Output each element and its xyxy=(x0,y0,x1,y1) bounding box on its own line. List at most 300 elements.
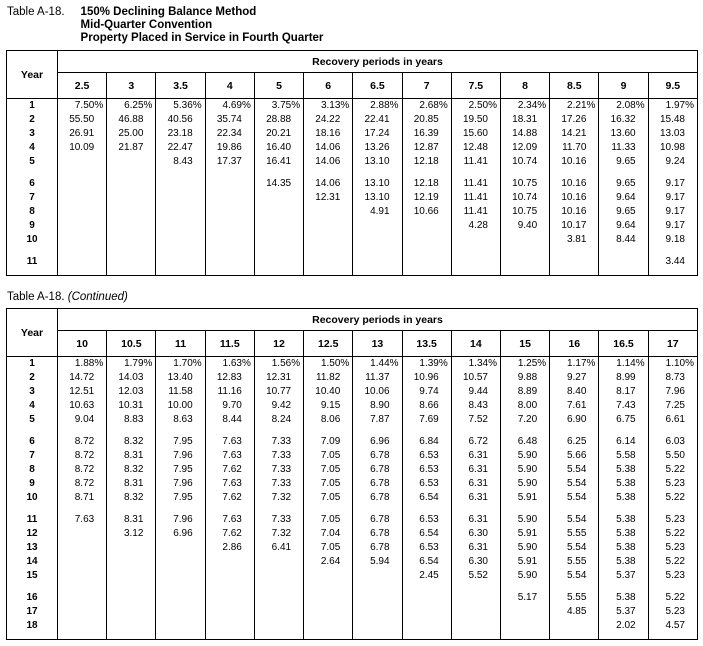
value-cell: 10.74 xyxy=(500,191,549,205)
spacer-cell xyxy=(599,505,648,513)
value-cell: 6.75 xyxy=(599,413,648,427)
depreciation-table-2 xyxy=(6,308,698,640)
value-cell: 12.31 xyxy=(254,371,303,385)
spacer-cell xyxy=(550,169,599,177)
value-cell xyxy=(156,205,205,219)
value-cell: 12.83 xyxy=(205,371,254,385)
table-row xyxy=(7,477,698,491)
value-cell: 1.50% xyxy=(304,357,353,372)
value-cell xyxy=(107,233,156,247)
spacer-cell xyxy=(402,169,451,177)
spacer-cell xyxy=(648,583,697,591)
value-cell: 9.17 xyxy=(648,191,697,205)
spacer-cell xyxy=(7,427,58,435)
value-cell: 7.96 xyxy=(156,477,205,491)
value-cell: 7.63 xyxy=(205,477,254,491)
value-cell: 6.53 xyxy=(402,477,451,491)
value-cell: 13.60 xyxy=(599,127,648,141)
value-cell: 7.05 xyxy=(304,477,353,491)
value-cell: 9.17 xyxy=(648,219,697,233)
value-cell: 5.36% xyxy=(156,99,205,114)
value-cell xyxy=(402,255,451,269)
value-cell: 7.63 xyxy=(205,449,254,463)
value-cell: 5.91 xyxy=(500,555,549,569)
value-cell: 8.32 xyxy=(107,463,156,477)
spacer-cell xyxy=(107,633,156,640)
year-cell: 1 xyxy=(7,357,58,372)
value-cell: 10.98 xyxy=(648,141,697,155)
value-cell: 17.24 xyxy=(353,127,402,141)
value-cell: 5.22 xyxy=(648,463,697,477)
table-header xyxy=(7,309,698,357)
value-cell: 6.03 xyxy=(648,435,697,449)
value-cell xyxy=(107,619,156,633)
value-cell: 5.90 xyxy=(500,463,549,477)
header-row-periods xyxy=(7,73,698,99)
value-cell: 10.75 xyxy=(500,177,549,191)
header-row-periods xyxy=(7,331,698,357)
spacer-cell xyxy=(550,269,599,276)
period-column-header: 3.5 xyxy=(156,73,205,99)
value-cell: 5.94 xyxy=(353,555,402,569)
value-cell xyxy=(156,619,205,633)
value-cell: 13.40 xyxy=(156,371,205,385)
value-cell: 5.54 xyxy=(550,477,599,491)
value-cell xyxy=(304,619,353,633)
spacer-cell xyxy=(156,169,205,177)
value-cell: 6.30 xyxy=(451,527,500,541)
value-cell: 8.71 xyxy=(58,491,107,505)
value-cell: 6.53 xyxy=(402,463,451,477)
value-cell: 8.31 xyxy=(107,449,156,463)
value-cell: 8.66 xyxy=(402,399,451,413)
value-cell: 6.90 xyxy=(550,413,599,427)
value-cell xyxy=(353,569,402,583)
value-cell: 12.03 xyxy=(107,385,156,399)
value-cell: 10.16 xyxy=(550,155,599,169)
table-body xyxy=(7,99,698,276)
value-cell xyxy=(205,569,254,583)
value-cell: 5.54 xyxy=(550,491,599,505)
period-column-header: 17 xyxy=(648,331,697,357)
period-column-header: 7 xyxy=(402,73,451,99)
spacer-cell xyxy=(107,505,156,513)
value-cell: 16.41 xyxy=(254,155,303,169)
value-cell xyxy=(254,569,303,583)
period-column-header: 6 xyxy=(304,73,353,99)
value-cell: 9.65 xyxy=(599,205,648,219)
spacer-cell xyxy=(451,427,500,435)
value-cell: 5.23 xyxy=(648,477,697,491)
value-cell: 22.34 xyxy=(205,127,254,141)
value-cell xyxy=(254,255,303,269)
value-cell xyxy=(107,591,156,605)
year-cell: 5 xyxy=(7,155,58,169)
value-cell xyxy=(107,205,156,219)
value-cell xyxy=(156,255,205,269)
table-row xyxy=(7,205,698,219)
period-column-header: 10 xyxy=(58,331,107,357)
value-cell: 9.27 xyxy=(550,371,599,385)
value-cell: 1.79% xyxy=(107,357,156,372)
value-cell: 11.41 xyxy=(451,205,500,219)
spacer-cell xyxy=(304,169,353,177)
value-cell xyxy=(205,177,254,191)
value-cell: 55.50 xyxy=(58,113,107,127)
spacer-cell xyxy=(353,269,402,276)
value-cell: 7.33 xyxy=(254,477,303,491)
value-cell: 20.85 xyxy=(402,113,451,127)
value-cell: 5.55 xyxy=(550,527,599,541)
value-cell: 7.05 xyxy=(304,449,353,463)
value-cell: 9.88 xyxy=(500,371,549,385)
value-cell: 6.78 xyxy=(353,527,402,541)
spacer-cell xyxy=(353,633,402,640)
value-cell xyxy=(205,605,254,619)
value-cell: 11.58 xyxy=(156,385,205,399)
spacer-cell xyxy=(205,505,254,513)
value-cell xyxy=(451,605,500,619)
year-cell: 13 xyxy=(7,541,58,555)
spacer-cell xyxy=(451,583,500,591)
value-cell: 2.88% xyxy=(353,99,402,114)
value-cell: 8.63 xyxy=(156,413,205,427)
table-a18-part1 xyxy=(6,6,698,276)
value-cell: 17.37 xyxy=(205,155,254,169)
value-cell: 7.69 xyxy=(402,413,451,427)
spacer-cell xyxy=(58,247,107,255)
value-cell: 19.86 xyxy=(205,141,254,155)
value-cell: 25.00 xyxy=(107,127,156,141)
value-cell: 10.16 xyxy=(550,205,599,219)
value-cell xyxy=(156,219,205,233)
value-cell: 13.03 xyxy=(648,127,697,141)
value-cell: 5.90 xyxy=(500,449,549,463)
spacer-cell xyxy=(304,583,353,591)
year-cell: 4 xyxy=(7,399,58,413)
year-cell: 12 xyxy=(7,527,58,541)
value-cell: 3.12 xyxy=(107,527,156,541)
value-cell xyxy=(156,591,205,605)
value-cell: 9.18 xyxy=(648,233,697,247)
table-2-label-text: Table A-18. xyxy=(7,291,65,303)
year-cell: 16 xyxy=(7,591,58,605)
spacer-cell xyxy=(500,169,549,177)
table-row xyxy=(7,527,698,541)
value-cell: 5.91 xyxy=(500,491,549,505)
value-cell: 6.53 xyxy=(402,449,451,463)
value-cell: 8.72 xyxy=(58,435,107,449)
spacer-cell xyxy=(254,505,303,513)
value-cell: 24.22 xyxy=(304,113,353,127)
value-cell: 1.88% xyxy=(58,357,107,372)
value-cell: 6.61 xyxy=(648,413,697,427)
spacer-cell xyxy=(304,427,353,435)
value-cell: 7.62 xyxy=(205,491,254,505)
spacer-cell xyxy=(451,247,500,255)
table-row xyxy=(7,605,698,619)
value-cell: 6.25% xyxy=(107,99,156,114)
value-cell: 9.15 xyxy=(304,399,353,413)
table-2-title-block xyxy=(7,291,698,304)
value-cell: 26.91 xyxy=(58,127,107,141)
spacer-cell xyxy=(107,269,156,276)
value-cell xyxy=(58,541,107,555)
value-cell: 7.25 xyxy=(648,399,697,413)
value-cell: 14.88 xyxy=(500,127,549,141)
table-a18-part2-continued xyxy=(6,291,698,640)
value-cell: 14.06 xyxy=(304,141,353,155)
value-cell: 1.56% xyxy=(254,357,303,372)
value-cell xyxy=(156,555,205,569)
value-cell: 7.04 xyxy=(304,527,353,541)
value-cell xyxy=(205,555,254,569)
year-cell: 3 xyxy=(7,385,58,399)
value-cell: 2.34% xyxy=(500,99,549,114)
value-cell xyxy=(156,191,205,205)
value-cell: 8.73 xyxy=(648,371,697,385)
header-row-group xyxy=(7,51,698,73)
table-row xyxy=(7,413,698,427)
year-cell: 8 xyxy=(7,463,58,477)
value-cell xyxy=(500,233,549,247)
value-cell: 10.77 xyxy=(254,385,303,399)
value-cell: 7.33 xyxy=(254,449,303,463)
value-cell: 8.31 xyxy=(107,477,156,491)
spacer-cell xyxy=(58,633,107,640)
value-cell: 6.78 xyxy=(353,491,402,505)
spacer-cell xyxy=(254,427,303,435)
value-cell: 7.20 xyxy=(500,413,549,427)
value-cell: 8.43 xyxy=(451,399,500,413)
value-cell xyxy=(58,555,107,569)
value-cell xyxy=(107,569,156,583)
spacer-cell xyxy=(550,583,599,591)
value-cell: 3.44 xyxy=(648,255,697,269)
value-cell xyxy=(402,605,451,619)
period-column-header: 11 xyxy=(156,331,205,357)
table-1-title-line-3: Property Placed in Service in Fourth Quarter xyxy=(80,32,324,44)
value-cell: 6.48 xyxy=(500,435,549,449)
spacer-cell xyxy=(500,427,549,435)
year-cell: 7 xyxy=(7,449,58,463)
value-cell: 6.31 xyxy=(451,541,500,555)
value-cell xyxy=(107,191,156,205)
period-column-header: 14 xyxy=(451,331,500,357)
value-cell: 7.95 xyxy=(156,435,205,449)
value-cell: 9.04 xyxy=(58,413,107,427)
value-cell: 35.74 xyxy=(205,113,254,127)
spacer-cell xyxy=(304,269,353,276)
value-cell: 9.64 xyxy=(599,219,648,233)
value-cell: 8.00 xyxy=(500,399,549,413)
period-column-header: 8.5 xyxy=(550,73,599,99)
spacer-cell xyxy=(156,247,205,255)
value-cell: 11.82 xyxy=(304,371,353,385)
value-cell: 46.88 xyxy=(107,113,156,127)
value-cell: 5.23 xyxy=(648,605,697,619)
value-cell: 8.72 xyxy=(58,463,107,477)
value-cell: 7.33 xyxy=(254,435,303,449)
spacer-cell xyxy=(599,583,648,591)
value-cell xyxy=(58,233,107,247)
value-cell: 6.25 xyxy=(550,435,599,449)
spacer-cell xyxy=(550,427,599,435)
value-cell xyxy=(254,591,303,605)
year-column-header: Year xyxy=(7,309,58,357)
value-cell xyxy=(107,219,156,233)
table-row xyxy=(7,191,698,205)
value-cell: 10.74 xyxy=(500,155,549,169)
value-cell xyxy=(58,527,107,541)
spacer-cell xyxy=(107,583,156,591)
table-2-label xyxy=(7,291,128,304)
value-cell: 5.90 xyxy=(500,513,549,527)
value-cell: 7.95 xyxy=(156,491,205,505)
value-cell: 8.72 xyxy=(58,477,107,491)
table-row xyxy=(7,177,698,191)
value-cell: 7.62 xyxy=(205,527,254,541)
value-cell: 7.63 xyxy=(205,435,254,449)
value-cell xyxy=(156,233,205,247)
value-cell: 12.19 xyxy=(402,191,451,205)
year-cell: 8 xyxy=(7,205,58,219)
spacer-cell xyxy=(353,247,402,255)
value-cell: 5.90 xyxy=(500,541,549,555)
spacer-cell xyxy=(304,505,353,513)
value-cell: 7.33 xyxy=(254,463,303,477)
value-cell: 4.91 xyxy=(353,205,402,219)
value-cell: 7.43 xyxy=(599,399,648,413)
spacer-cell xyxy=(304,247,353,255)
spacer-cell xyxy=(7,269,58,276)
value-cell: 5.23 xyxy=(648,541,697,555)
value-cell: 10.75 xyxy=(500,205,549,219)
value-cell: 8.72 xyxy=(58,449,107,463)
value-cell: 9.64 xyxy=(599,191,648,205)
table-1-label: Table A-18. xyxy=(7,6,65,18)
value-cell xyxy=(58,605,107,619)
spacer-cell xyxy=(648,247,697,255)
spacer-row xyxy=(7,583,698,591)
value-cell: 10.96 xyxy=(402,371,451,385)
value-cell: 1.97% xyxy=(648,99,697,114)
value-cell: 2.86 xyxy=(205,541,254,555)
value-cell: 2.45 xyxy=(402,569,451,583)
spacer-cell xyxy=(402,247,451,255)
value-cell: 12.31 xyxy=(304,191,353,205)
spacer-cell xyxy=(205,247,254,255)
value-cell: 7.05 xyxy=(304,541,353,555)
table-row xyxy=(7,233,698,247)
value-cell xyxy=(254,233,303,247)
value-cell: 15.60 xyxy=(451,127,500,141)
table-row xyxy=(7,569,698,583)
value-cell xyxy=(107,555,156,569)
spacer-row xyxy=(7,633,698,640)
value-cell xyxy=(353,219,402,233)
spacer-cell xyxy=(107,169,156,177)
spacer-cell xyxy=(254,247,303,255)
spacer-cell xyxy=(550,505,599,513)
value-cell: 11.16 xyxy=(205,385,254,399)
value-cell: 5.54 xyxy=(550,569,599,583)
spacer-cell xyxy=(599,169,648,177)
value-cell xyxy=(58,219,107,233)
value-cell xyxy=(254,219,303,233)
spacer-cell xyxy=(353,505,402,513)
value-cell: 6.96 xyxy=(156,527,205,541)
spacer-cell xyxy=(500,633,549,640)
period-column-header: 16 xyxy=(550,331,599,357)
value-cell: 7.09 xyxy=(304,435,353,449)
value-cell: 6.96 xyxy=(353,435,402,449)
spacer-cell xyxy=(402,427,451,435)
value-cell: 5.37 xyxy=(599,569,648,583)
table-row xyxy=(7,555,698,569)
period-column-header: 7.5 xyxy=(451,73,500,99)
spacer-cell xyxy=(107,247,156,255)
value-cell xyxy=(58,619,107,633)
value-cell: 5.58 xyxy=(599,449,648,463)
value-cell: 5.38 xyxy=(599,555,648,569)
value-cell xyxy=(550,255,599,269)
table-row xyxy=(7,141,698,155)
value-cell: 12.18 xyxy=(402,177,451,191)
table-row xyxy=(7,99,698,114)
value-cell xyxy=(304,219,353,233)
spacer-cell xyxy=(205,169,254,177)
table-row xyxy=(7,619,698,633)
spacer-cell xyxy=(156,269,205,276)
value-cell: 2.02 xyxy=(599,619,648,633)
value-cell: 10.00 xyxy=(156,399,205,413)
period-column-header: 16.5 xyxy=(599,331,648,357)
spacer-cell xyxy=(500,247,549,255)
spacer-cell xyxy=(500,269,549,276)
spacer-cell xyxy=(7,583,58,591)
value-cell: 7.32 xyxy=(254,527,303,541)
value-cell: 6.78 xyxy=(353,541,402,555)
value-cell: 5.38 xyxy=(599,513,648,527)
value-cell: 28.88 xyxy=(254,113,303,127)
spacer-cell xyxy=(550,247,599,255)
value-cell: 10.63 xyxy=(58,399,107,413)
period-column-header: 10.5 xyxy=(107,331,156,357)
spacer-cell xyxy=(7,633,58,640)
value-cell: 5.23 xyxy=(648,513,697,527)
spacer-cell xyxy=(205,269,254,276)
value-cell: 5.37 xyxy=(599,605,648,619)
year-cell: 4 xyxy=(7,141,58,155)
value-cell: 2.50% xyxy=(451,99,500,114)
value-cell: 7.63 xyxy=(205,513,254,527)
value-cell: 6.84 xyxy=(402,435,451,449)
value-cell xyxy=(205,255,254,269)
value-cell: 12.09 xyxy=(500,141,549,155)
value-cell: 5.38 xyxy=(599,491,648,505)
value-cell: 17.26 xyxy=(550,113,599,127)
value-cell: 8.90 xyxy=(353,399,402,413)
value-cell: 20.21 xyxy=(254,127,303,141)
table-body xyxy=(7,357,698,640)
value-cell: 5.23 xyxy=(648,569,697,583)
value-cell: 10.16 xyxy=(550,191,599,205)
year-cell: 9 xyxy=(7,477,58,491)
period-column-header: 2.5 xyxy=(58,73,107,99)
table-1-title-block xyxy=(7,6,698,45)
value-cell xyxy=(156,541,205,555)
